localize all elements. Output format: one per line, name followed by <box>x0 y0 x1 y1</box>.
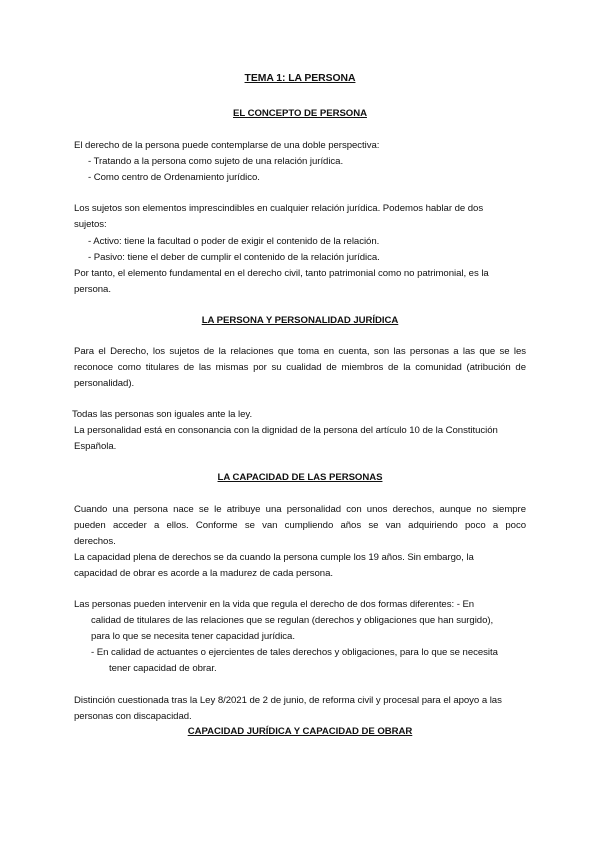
paragraph-line: La personalidad está en consonancia con la dignidad de la persona del artículo 10 de la Constitución <box>74 425 498 436</box>
bullet-item: - Como centro de Ordenamiento jurídico. <box>88 172 260 183</box>
paragraph-line: pueden acceder a ellos. Conforme se van cumpliendo años se van adquiriendo poco a poco <box>74 520 526 531</box>
paragraph-line: Cuando una persona nace se le atribuye una personalidad con unos derechos, aunque no siempre <box>74 504 526 515</box>
paragraph-line: Las personas pueden intervenir en la vida que regula el derecho de dos formas diferentes: - En <box>74 599 475 610</box>
bullet-item: - En calidad de actuantes o ejercientes de tales derechos y obligaciones, para lo que se necesita <box>91 647 498 658</box>
paragraph-line: tener capacidad de obrar. <box>109 663 217 674</box>
paragraph-line: Los sujetos son elementos imprescindibles en cualquier relación jurídica. Podemos hablar de dos <box>74 203 484 214</box>
heading-juridica: CAPACIDAD JURÍDICA Y CAPACIDAD DE OBRAR <box>187 726 413 737</box>
paragraph-line: El derecho de la persona puede contemplarse de una doble perspectiva: <box>74 140 380 151</box>
page-title: TEMA 1: LA PERSONA <box>244 73 356 84</box>
paragraph-line: calidad de titulares de las relaciones que se regulan (derechos y obligaciones que han surgido), <box>91 615 494 626</box>
paragraph-line: capacidad de obrar es acorde a la madurez de cada persona. <box>74 568 333 579</box>
paragraph-line: personalidad). <box>74 378 135 389</box>
paragraph-line: reconoce como titulares de las mismas por su cualidad de miembros de la comunidad (atribución de <box>74 362 526 373</box>
paragraph-line: persona. <box>74 284 111 295</box>
paragraph-line: Para el Derecho, los sujetos de la relaciones que toma en cuenta, son las personas a las que se les <box>74 346 526 357</box>
paragraph-line: La capacidad plena de derechos se da cuando la persona cumple los 19 años. Sin embargo, la <box>74 552 474 563</box>
bullet-item: - Tratando a la persona como sujeto de una relación jurídica. <box>88 156 344 167</box>
paragraph-line: para lo que se necesita tener capacidad jurídica. <box>91 631 295 642</box>
heading-concepto: EL CONCEPTO DE PERSONA <box>233 108 367 119</box>
paragraph-line: personas con discapacidad. <box>74 711 192 722</box>
heading-capacidad: LA CAPACIDAD DE LAS PERSONAS <box>217 472 383 483</box>
paragraph-line: Por tanto, el elemento fundamental en el derecho civil, tanto patrimonial como no patrimonial, es la <box>74 268 489 279</box>
paragraph-line: Todas las personas son iguales ante la ley. <box>72 409 253 420</box>
paragraph-line: derechos. <box>74 536 116 547</box>
heading-personalidad: LA PERSONA Y PERSONALIDAD JURÍDICA <box>201 315 399 326</box>
bullet-item: - Pasivo: tiene el deber de cumplir el contenido de la relación jurídica. <box>88 252 380 263</box>
paragraph-line: Distinción cuestionada tras la Ley 8/2021 de 2 de junio, de reforma civil y procesal para el apoyo a las <box>74 695 502 706</box>
bullet-item: - Activo: tiene la facultad o poder de exigir el contenido de la relación. <box>88 236 380 247</box>
paragraph-line: Española. <box>74 441 117 452</box>
paragraph-line: sujetos: <box>74 219 107 230</box>
